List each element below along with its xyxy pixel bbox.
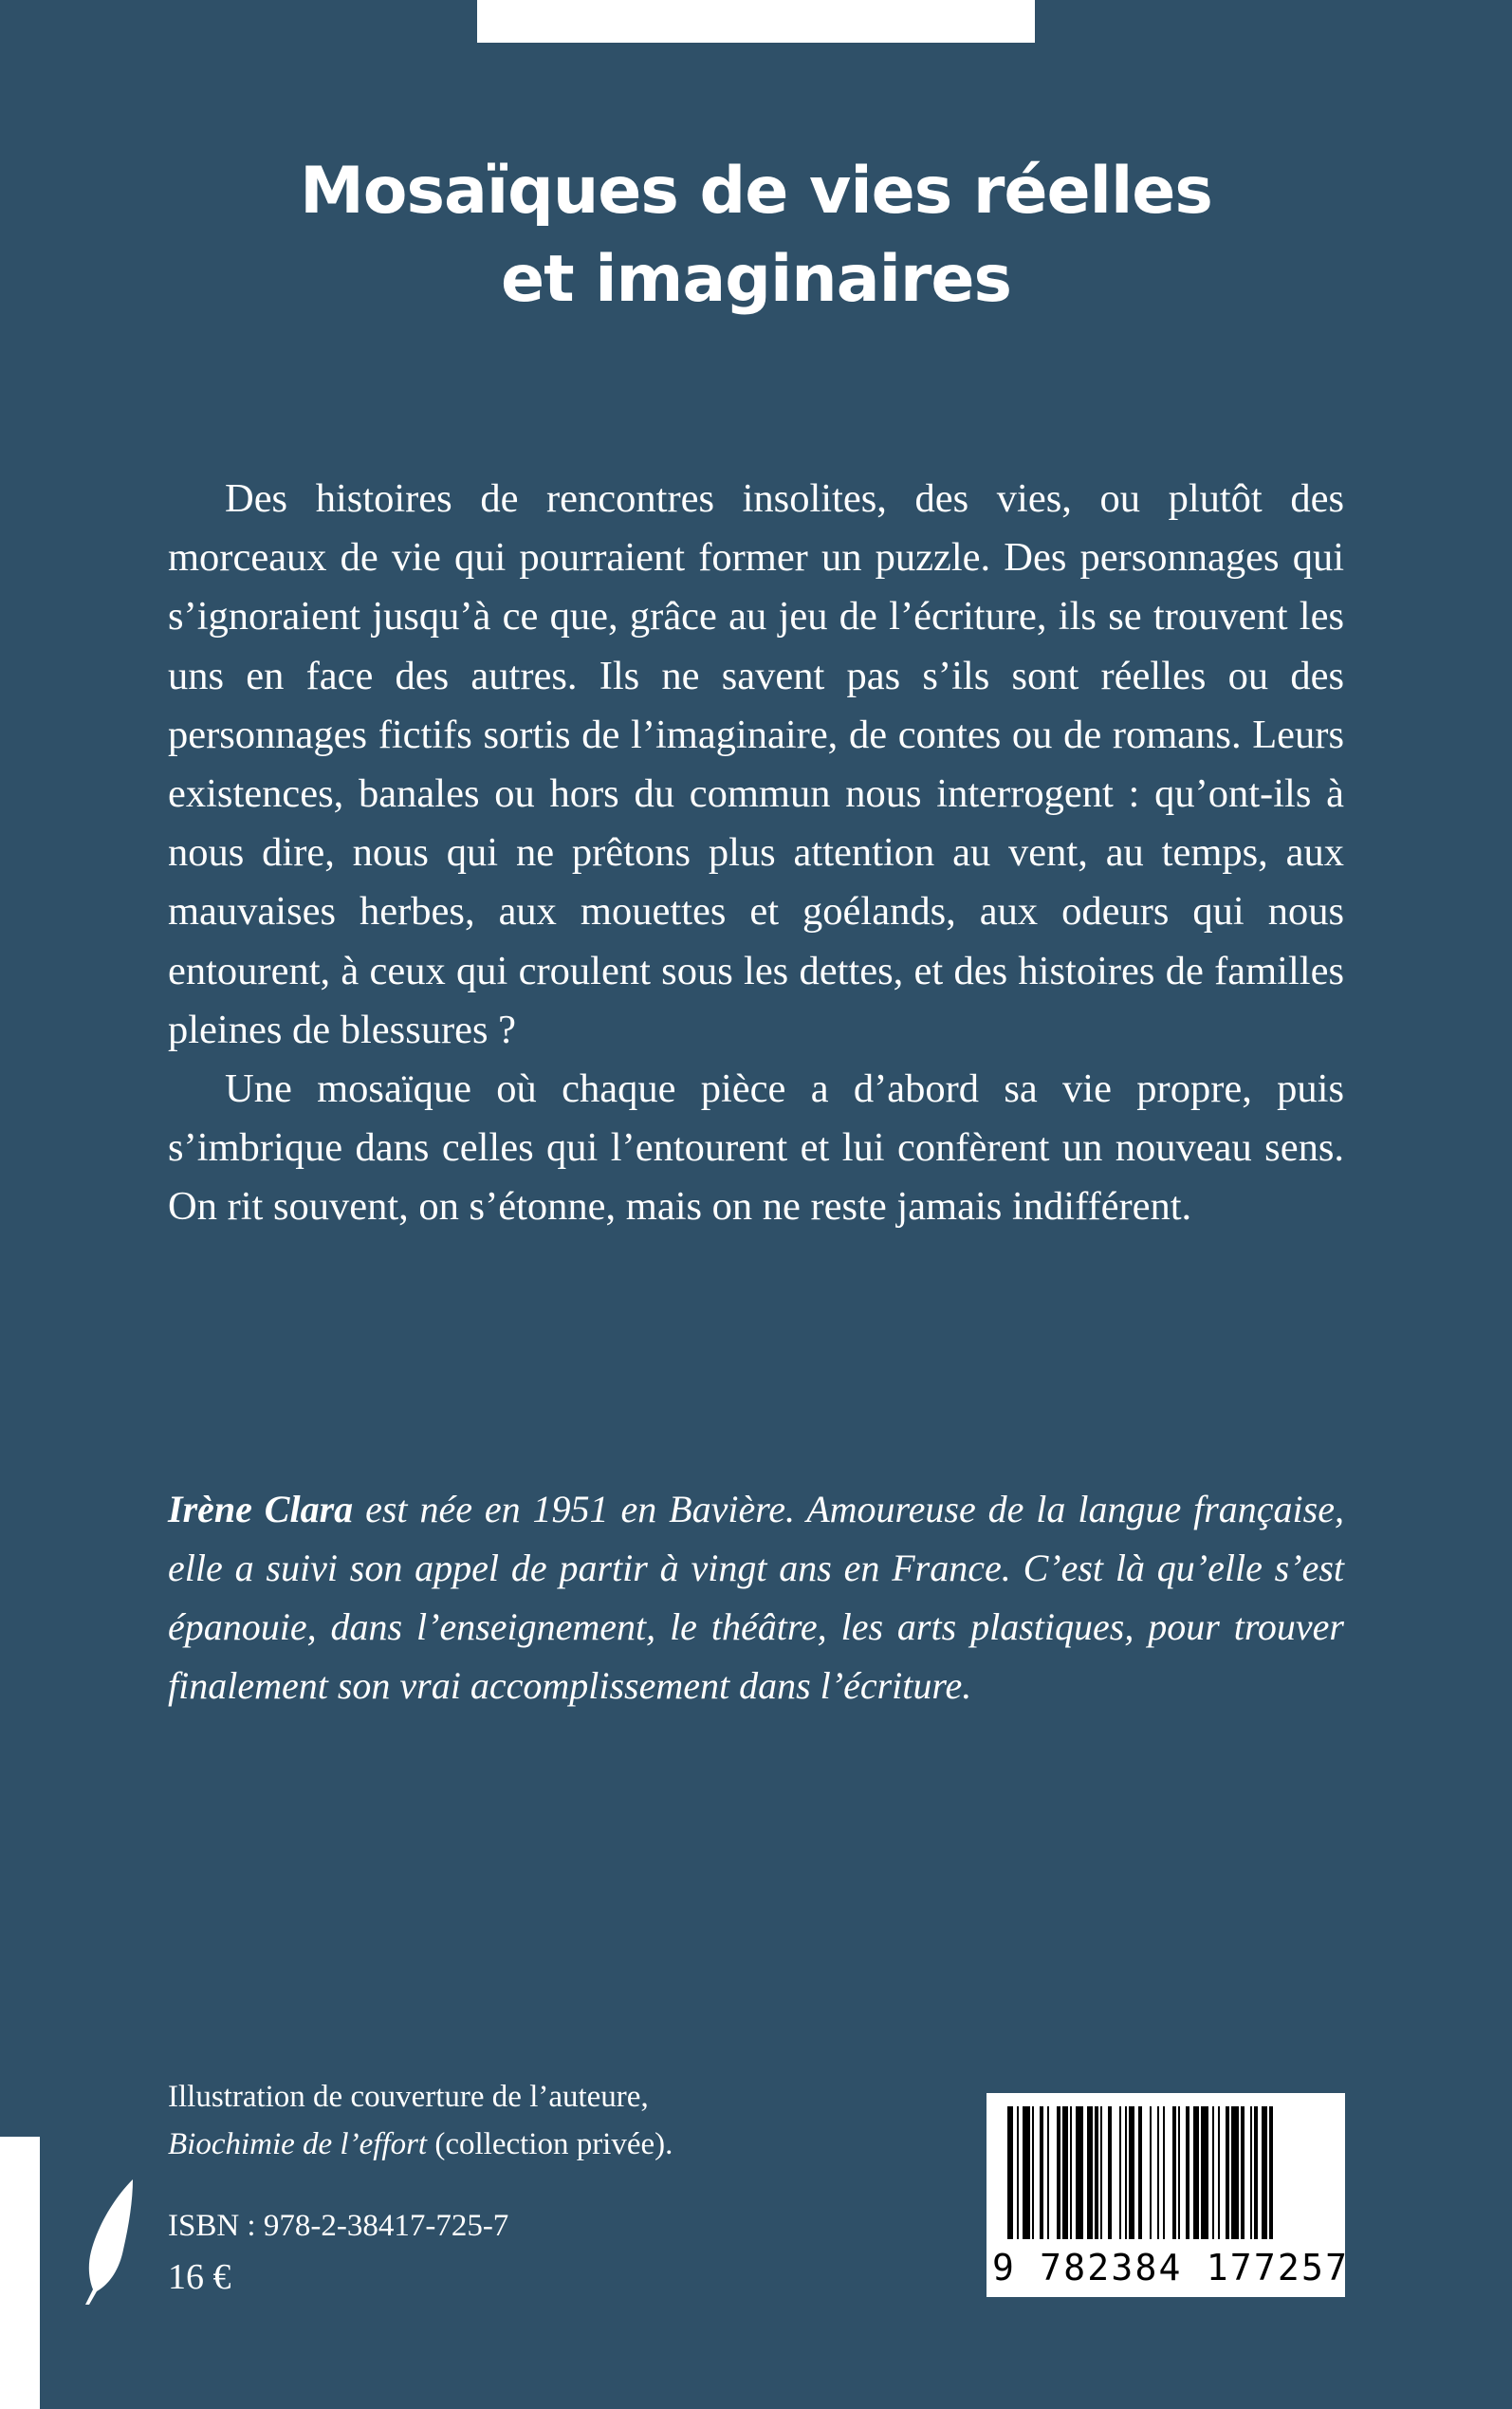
barcode-bar xyxy=(1226,2106,1229,2239)
barcode-bar xyxy=(1125,2106,1127,2239)
barcode-bar xyxy=(1023,2106,1030,2239)
barcode-bar xyxy=(1178,2106,1180,2239)
barcode-bar xyxy=(1129,2106,1134,2239)
blurb-paragraph-2: Une mosaïque où chaque pièce a d’abord sa vie propre, puis s’imbrique dans celles qui l’entourent et lui confèrent un nouveau sens. On rit souvent, on s’étonne, mais on ne reste jamais indifférent. xyxy=(168,1066,1344,1230)
blurb-paragraph-1: Des histoires de rencontres insolites, des vies, ou plutôt des morceaux de vie qui pourraient former un puzzle. Des personnages qui s’ignoraient jusqu’à ce que, grâce au jeu de l’écriture, ils se trouvent les uns en face des autres. Ils ne savent pas s’ils sont réelles ou des personnages fictifs sortis de l’imaginaire, de contes ou de romans. Leurs existences, banales ou hors du commun nous interrogent : qu’ont-ils à nous dire, nous qui ne prêtons plus attention au vent, au temps, aux mauvaises herbes, aux mouettes et goélands, aux odeurs qui nous entourent, à ceux qui croulent sous les dettes, et des histoires de familles pleines de blessures ? xyxy=(168,476,1344,1052)
barcode-bar xyxy=(1047,2106,1049,2239)
barcode xyxy=(986,2093,1350,2297)
barcode-bar xyxy=(1254,2106,1258,2239)
price: 16 € xyxy=(168,2257,231,2297)
barcode-bar xyxy=(1100,2106,1102,2239)
top-white-tab xyxy=(477,0,1035,43)
barcode-digits: 9 782384 177257 xyxy=(992,2247,1350,2289)
barcode-bar xyxy=(1087,2106,1093,2239)
barcode-bar xyxy=(1241,2106,1245,2239)
barcode-bar xyxy=(1186,2106,1189,2239)
barcode-bar xyxy=(1040,2106,1043,2239)
barcode-bar xyxy=(1062,2106,1068,2239)
barcode-bar xyxy=(1150,2106,1152,2239)
barcode-bar xyxy=(1119,2106,1121,2239)
feather-icon xyxy=(78,2177,137,2306)
barcode-bar xyxy=(1193,2106,1199,2239)
book-title-line-1: Mosaïques de vies réelles xyxy=(300,154,1212,229)
barcode-icon xyxy=(986,2093,1345,2245)
barcode-bar xyxy=(1076,2106,1083,2239)
barcode-bar xyxy=(1057,2106,1060,2239)
barcode-bar xyxy=(1262,2106,1267,2239)
barcode-bar xyxy=(1163,2106,1165,2239)
artwork-title: Biochimie de l’effort xyxy=(168,2127,428,2161)
left-white-strip xyxy=(0,2137,40,2409)
barcode-bar xyxy=(1070,2106,1072,2239)
barcode-bar xyxy=(1017,2106,1019,2239)
barcode-bar xyxy=(1201,2106,1208,2239)
barcode-bar xyxy=(1138,2106,1142,2239)
blurb xyxy=(168,470,1344,1237)
barcode-bar xyxy=(1212,2106,1214,2239)
book-title xyxy=(95,147,1417,324)
cover-credit xyxy=(168,2073,832,2168)
cover-credit-line-2 xyxy=(168,2121,832,2168)
cover-credit-line-1: Illustration de couverture de l’auteure, xyxy=(168,2080,649,2114)
barcode-bar xyxy=(1269,2106,1273,2239)
artwork-note: (collection privée). xyxy=(427,2127,673,2161)
author-bio-text: est née en 1951 en Bavière. Amoureuse de la langue française, elle a suivi son appel de partir à vingt ans en France. C’est là qu’elle s’est épanouie, dans l’enseignement, le théâtre, les arts plastiques, pour trouver finalement son vrai accomplissement dans l’écriture. xyxy=(168,1488,1344,1707)
isbn: ISBN : 978-2-38417-725-7 xyxy=(168,2209,509,2243)
barcode-bar xyxy=(1095,2106,1098,2239)
author-name: Irène Clara xyxy=(168,1488,354,1530)
barcode-bar xyxy=(1231,2106,1239,2239)
author-bio xyxy=(168,1480,1344,1715)
barcode-bar xyxy=(1007,2106,1013,2239)
barcode-bar xyxy=(1108,2106,1112,2239)
barcode-bar xyxy=(1250,2106,1252,2239)
book-title-line-2: et imaginaires xyxy=(500,242,1012,317)
barcode-bar xyxy=(1157,2106,1159,2239)
barcode-bar xyxy=(1032,2106,1034,2239)
barcode-bar xyxy=(1218,2106,1220,2239)
barcode-bar xyxy=(1172,2106,1176,2239)
